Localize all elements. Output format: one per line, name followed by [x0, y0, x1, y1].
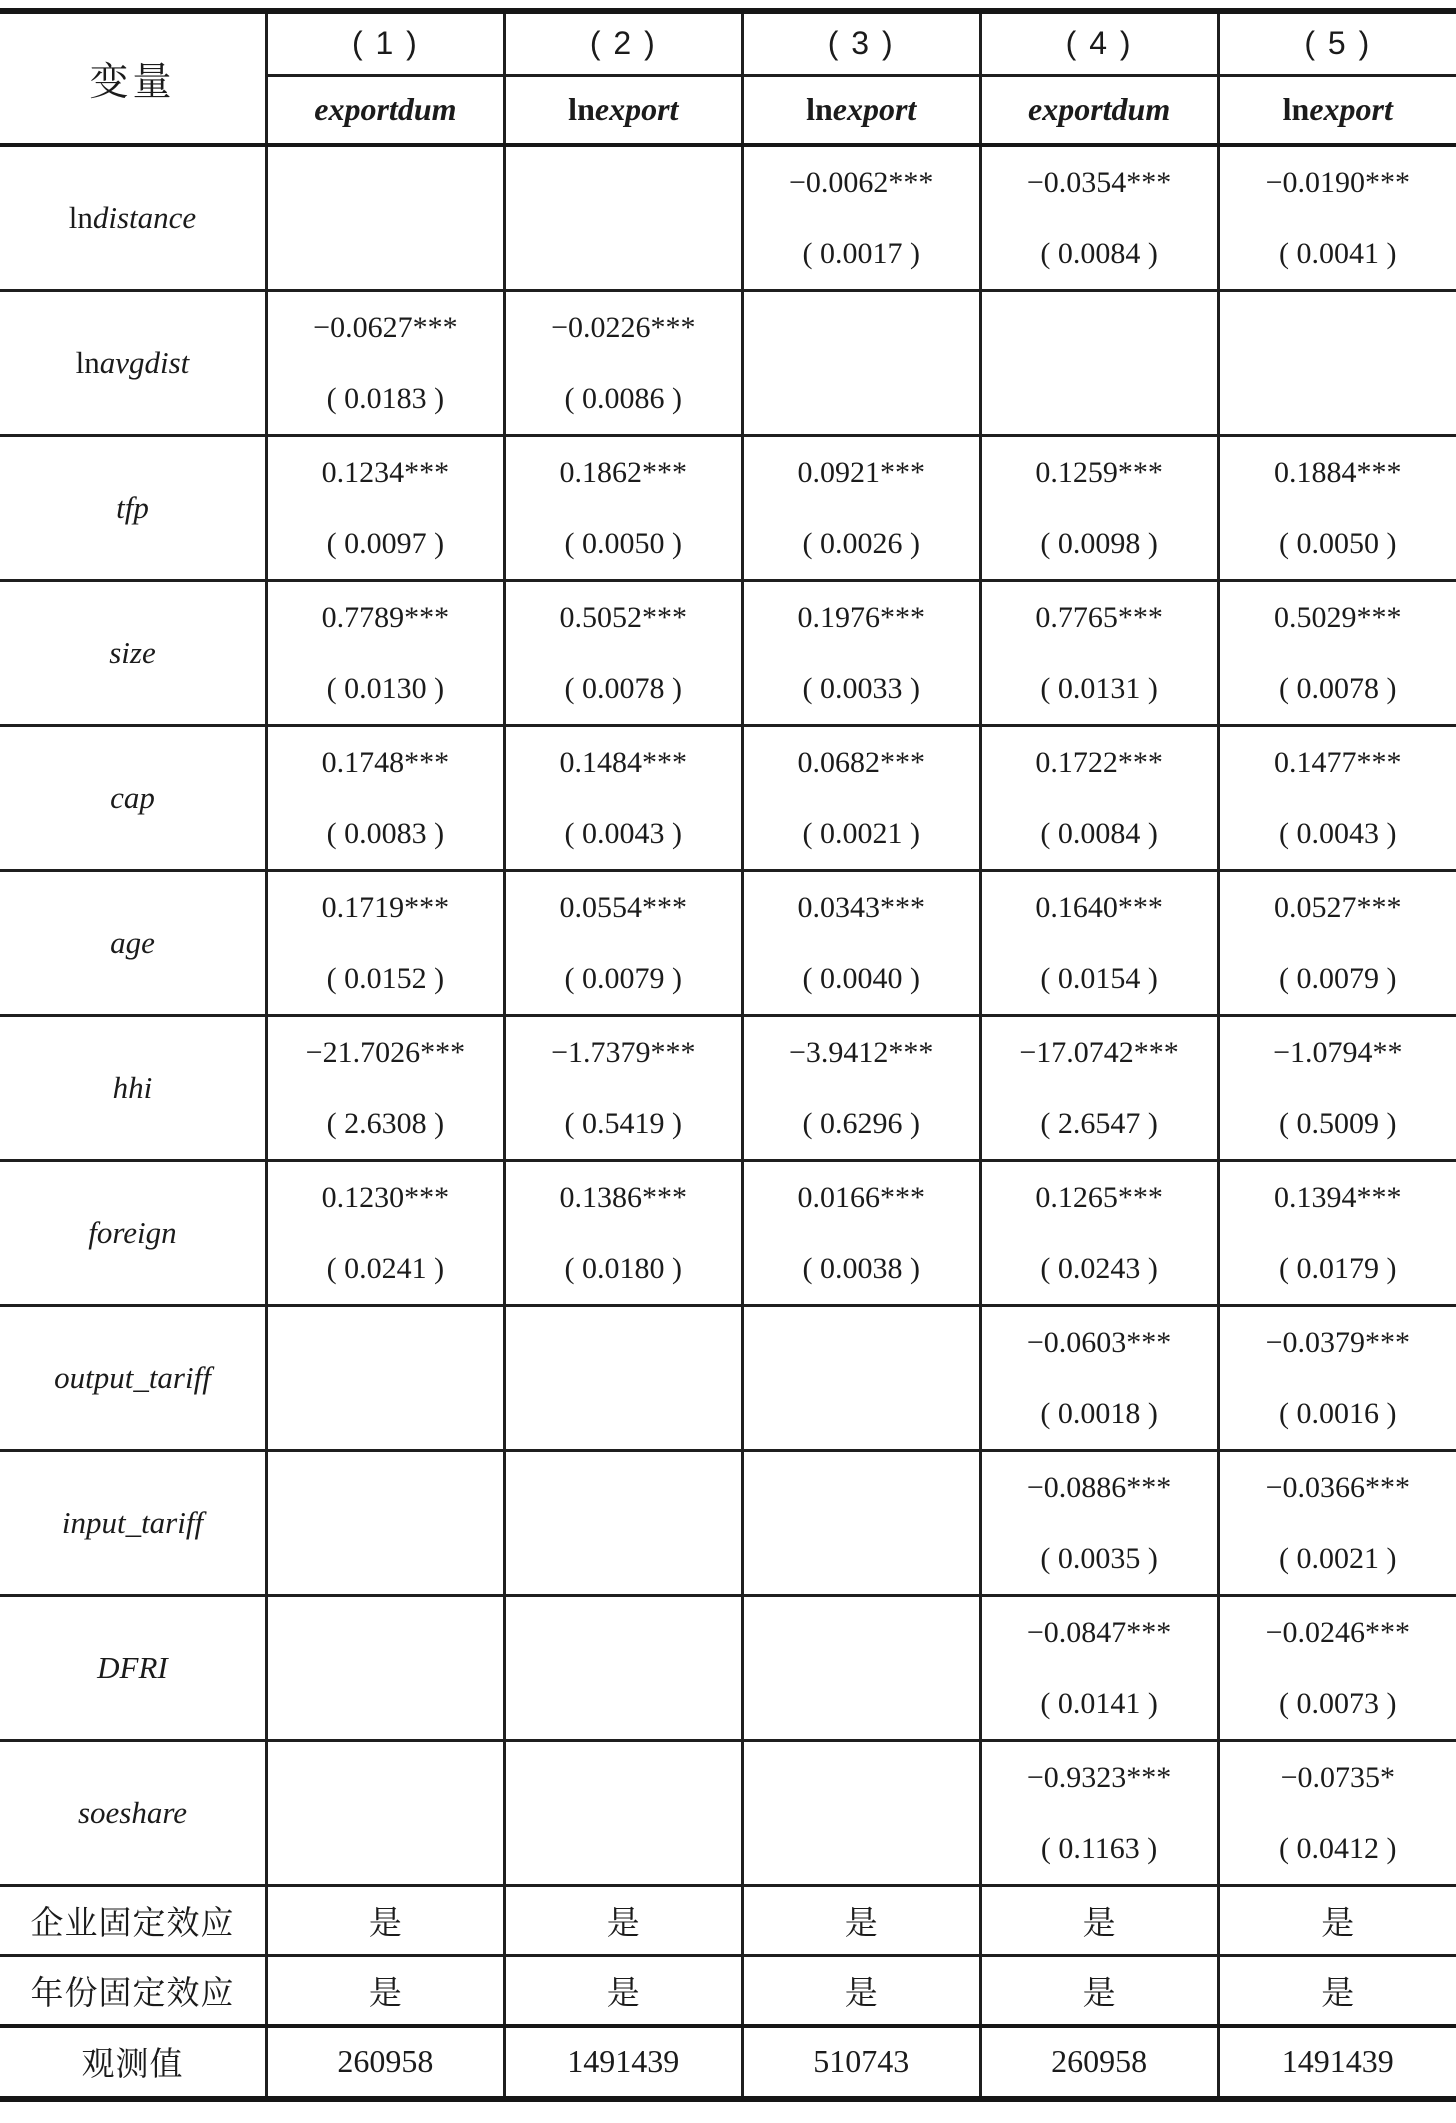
coefficient-cell-inner: [506, 1742, 741, 1884]
coefficient-value: −1.0794**: [1273, 1035, 1403, 1069]
variable-row: [0, 1016, 1456, 1161]
standard-error: ( 0.0050 ): [564, 526, 683, 560]
coefficient-cell-inner: [982, 582, 1217, 724]
coefficient-cell-inner: [1220, 1162, 1456, 1304]
coefficient-cell: [504, 1161, 742, 1306]
coefficient-cell-inner: [982, 437, 1217, 579]
coefficient-cell-inner: [506, 727, 741, 869]
coefficient-cell-inner: [744, 292, 979, 434]
standard-error: ( 0.0021 ): [802, 816, 920, 850]
coefficient-cell: [1218, 871, 1456, 1016]
coefficient-value: 0.1862***: [559, 455, 688, 489]
coefficient-cell: [742, 871, 980, 1016]
coefficient-cell: [266, 726, 504, 871]
coefficient-value: 0.5029***: [1274, 600, 1402, 634]
coefficient-value: 0.1230***: [321, 1180, 450, 1214]
standard-error: ( 0.6296 ): [802, 1106, 920, 1140]
coefficient-cell-inner: [506, 1017, 741, 1159]
coefficient-cell: [1218, 1161, 1456, 1306]
coefficient-cell: [742, 1161, 980, 1306]
coefficient-cell: [980, 1741, 1218, 1886]
coefficient-value: 0.5052***: [559, 600, 688, 634]
coefficient-cell: [742, 1451, 980, 1596]
column-number: ( 1 ): [266, 11, 504, 75]
row-label-name: distance: [92, 200, 197, 235]
coefficient-cell-inner: [506, 872, 741, 1014]
observations-value: 260958: [980, 2026, 1218, 2099]
coefficient-cell: [980, 145, 1218, 291]
coefficient-cell-inner: [744, 872, 979, 1014]
coefficient-cell-inner: [982, 292, 1217, 434]
coefficient-value: 0.1234***: [321, 455, 450, 489]
coefficient-cell: [504, 1306, 742, 1451]
coefficient-cell-inner: [982, 1742, 1217, 1884]
row-label: [0, 1596, 266, 1741]
depvar-name: export: [594, 91, 679, 128]
observations-value: 260958: [266, 2026, 504, 2099]
coefficient-cell-inner: [268, 727, 503, 869]
coefficient-value: 0.0921***: [797, 455, 925, 489]
row-label: [0, 436, 266, 581]
row-label-prefix: ln: [75, 345, 100, 380]
coefficient-cell-inner: [982, 147, 1217, 289]
coefficient-cell: [1218, 581, 1456, 726]
row-label-name: input_tariff: [61, 1505, 204, 1540]
coefficient-cell-inner: [268, 1307, 503, 1449]
standard-error: ( 0.1163 ): [1040, 1831, 1158, 1865]
coefficient-cell-inner: [1220, 1742, 1456, 1884]
coefficient-cell: [980, 1451, 1218, 1596]
coefficient-cell: [980, 871, 1218, 1016]
coefficient-cell: [504, 726, 742, 871]
standard-error: ( 0.0412 ): [1279, 1831, 1397, 1865]
coefficient-cell-inner: [1220, 582, 1456, 724]
coefficient-cell: [266, 436, 504, 581]
standard-error: ( 0.0016 ): [1279, 1396, 1397, 1430]
coefficient-cell-inner: [982, 1307, 1217, 1449]
coefficient-cell-inner: [982, 1162, 1217, 1304]
coefficient-cell: [1218, 1451, 1456, 1596]
coefficient-value: 0.7765***: [1035, 600, 1163, 634]
observations-value: 1491439: [1218, 2026, 1456, 2099]
column-number: ( 5 ): [1218, 11, 1456, 75]
coefficient-value: −0.0379***: [1265, 1325, 1410, 1359]
footer-row-label: 企业固定效应: [0, 1886, 266, 1956]
coefficient-cell-inner: [744, 727, 979, 869]
row-label-name: cap: [110, 780, 155, 815]
standard-error: ( 0.0154 ): [1040, 961, 1158, 995]
column-number: ( 4 ): [980, 11, 1218, 75]
dependent-variable: [742, 75, 980, 145]
standard-error: ( 0.0141 ): [1040, 1686, 1158, 1720]
coefficient-cell-inner: [1220, 437, 1456, 579]
coefficient-value: 0.0682***: [797, 745, 925, 779]
coefficient-cell-inner: [268, 1162, 503, 1304]
standard-error: ( 0.0073 ): [1279, 1686, 1397, 1720]
coefficient-cell-inner: [506, 437, 741, 579]
coefficient-cell: [504, 436, 742, 581]
coefficient-value: −0.0627***: [313, 310, 458, 344]
row-label: [0, 291, 266, 436]
coefficient-cell: [980, 436, 1218, 581]
coefficient-cell-inner: [744, 1307, 979, 1449]
observations-value: 1491439: [504, 2026, 742, 2099]
table-body: [0, 145, 1456, 2099]
coefficient-cell: [266, 1306, 504, 1451]
coefficient-value: 0.1394***: [1274, 1180, 1402, 1214]
standard-error: ( 0.0243 ): [1040, 1251, 1158, 1285]
standard-error: ( 0.0098 ): [1040, 526, 1158, 560]
variable-row: [0, 1741, 1456, 1886]
standard-error: ( 0.0033 ): [802, 671, 920, 705]
coefficient-value: 0.1748***: [321, 745, 450, 779]
coefficient-cell: [266, 1016, 504, 1161]
coefficient-cell: [266, 1741, 504, 1886]
coefficient-cell: [980, 291, 1218, 436]
row-label-name: size: [109, 635, 156, 670]
standard-error: ( 0.0043 ): [564, 816, 683, 850]
dependent-variable: [504, 75, 742, 145]
coefficient-cell: [742, 1741, 980, 1886]
row-label-name: foreign: [88, 1215, 177, 1250]
coefficient-cell: [742, 726, 980, 871]
standard-error: ( 0.0078 ): [564, 671, 683, 705]
coefficient-cell: [742, 1016, 980, 1161]
coefficient-value: −0.0246***: [1265, 1615, 1410, 1649]
coefficient-value: −0.0603***: [1026, 1325, 1172, 1359]
coefficient-cell-inner: [1220, 292, 1456, 434]
fixed-effects-row: [0, 1886, 1456, 1956]
coefficient-cell-inner: [982, 727, 1217, 869]
fixed-effect-value: 是: [742, 1956, 980, 2026]
footer-row-label: 年份固定效应: [0, 1956, 266, 2026]
dependent-variable: [1218, 75, 1456, 145]
standard-error: ( 0.0021 ): [1279, 1541, 1397, 1575]
dependent-variable: [980, 75, 1218, 145]
observations-value: 510743: [742, 2026, 980, 2099]
coefficient-cell: [266, 291, 504, 436]
fixed-effect-value: 是: [266, 1956, 504, 2026]
coefficient-cell: [742, 436, 980, 581]
standard-error: ( 0.0241 ): [326, 1251, 445, 1285]
coefficient-value: 0.0166***: [797, 1180, 925, 1214]
variables-header: 变量: [0, 11, 266, 145]
standard-error: ( 0.0097 ): [326, 526, 445, 560]
coefficient-cell-inner: [506, 292, 741, 434]
coefficient-value: −0.0886***: [1026, 1470, 1172, 1504]
coefficient-cell-inner: [506, 1307, 741, 1449]
coefficient-value: 0.1386***: [559, 1180, 688, 1214]
standard-error: ( 0.0050 ): [1279, 526, 1397, 560]
row-label: [0, 1161, 266, 1306]
coefficient-cell: [504, 1016, 742, 1161]
coefficient-value: −0.0735*: [1280, 1760, 1395, 1794]
coefficient-value: 0.1640***: [1035, 890, 1163, 924]
coefficient-cell-inner: [744, 582, 979, 724]
depvar-prefix: ln: [1282, 91, 1310, 128]
coefficient-cell: [980, 1016, 1218, 1161]
coefficient-cell-inner: [1220, 1017, 1456, 1159]
coefficient-value: 0.1719***: [321, 890, 450, 924]
coefficient-cell: [266, 1451, 504, 1596]
standard-error: ( 0.0084 ): [1040, 236, 1158, 270]
coefficient-cell: [504, 145, 742, 291]
coefficient-cell: [504, 1451, 742, 1596]
coefficient-value: −17.0742***: [1019, 1035, 1179, 1069]
fixed-effects-row: [0, 1956, 1456, 2026]
coefficient-value: −21.7026***: [305, 1035, 466, 1069]
coefficient-cell-inner: [268, 872, 503, 1014]
coefficient-value: 0.1484***: [559, 745, 688, 779]
coefficient-cell-inner: [268, 1017, 503, 1159]
coefficient-cell: [980, 726, 1218, 871]
variable-row: [0, 871, 1456, 1016]
row-label-name: avgdist: [99, 345, 190, 380]
standard-error: ( 0.0041 ): [1279, 236, 1397, 270]
variable-row: [0, 291, 1456, 436]
coefficient-value: 0.0343***: [797, 890, 925, 924]
variable-row: [0, 145, 1456, 291]
coefficient-cell-inner: [1220, 1307, 1456, 1449]
standard-error: ( 2.6308 ): [326, 1106, 445, 1140]
coefficient-cell: [1218, 145, 1456, 291]
coefficient-value: −0.9323***: [1026, 1760, 1172, 1794]
variable-row: [0, 436, 1456, 581]
coefficient-cell-inner: [268, 147, 503, 289]
column-number-row: [0, 11, 1456, 75]
coefficient-cell: [1218, 1306, 1456, 1451]
row-label: [0, 1741, 266, 1886]
standard-error: ( 0.0131 ): [1040, 671, 1158, 705]
coefficient-cell-inner: [268, 1742, 503, 1884]
coefficient-cell: [1218, 1741, 1456, 1886]
coefficient-cell-inner: [744, 1597, 979, 1739]
variable-row: [0, 1161, 1456, 1306]
coefficient-cell: [504, 1741, 742, 1886]
table-header: [0, 11, 1456, 145]
coefficient-cell: [1218, 1016, 1456, 1161]
row-label-name: tfp: [116, 490, 149, 525]
coefficient-value: −0.0226***: [551, 310, 696, 344]
coefficient-cell: [742, 145, 980, 291]
column-number: ( 3 ): [742, 11, 980, 75]
coefficient-cell-inner: [744, 147, 979, 289]
variable-row: [0, 726, 1456, 871]
depvar-prefix: ln: [568, 91, 595, 128]
coefficient-value: −0.0062***: [788, 165, 934, 199]
standard-error: ( 0.0018 ): [1040, 1396, 1158, 1430]
coefficient-value: 0.1884***: [1274, 455, 1402, 489]
standard-error: ( 0.0017 ): [802, 236, 920, 270]
fixed-effect-value: 是: [504, 1956, 742, 2026]
coefficient-cell-inner: [982, 1597, 1217, 1739]
regression-table: [0, 8, 1456, 2102]
coefficient-cell: [980, 1306, 1218, 1451]
coefficient-cell-inner: [268, 1452, 503, 1594]
fixed-effect-value: 是: [1218, 1886, 1456, 1956]
standard-error: ( 0.0038 ): [802, 1251, 920, 1285]
coefficient-cell-inner: [982, 1452, 1217, 1594]
row-label: [0, 581, 266, 726]
coefficient-cell: [266, 871, 504, 1016]
coefficient-cell-inner: [268, 582, 503, 724]
standard-error: ( 0.5009 ): [1279, 1106, 1397, 1140]
coefficient-cell: [266, 581, 504, 726]
depvar-name: exportdum: [314, 91, 457, 128]
row-label: [0, 1306, 266, 1451]
coefficient-value: −0.0847***: [1026, 1615, 1172, 1649]
coefficient-cell-inner: [1220, 872, 1456, 1014]
coefficient-cell: [504, 581, 742, 726]
standard-error: ( 0.0130 ): [326, 671, 445, 705]
fixed-effect-value: 是: [980, 1956, 1218, 2026]
coefficient-value: 0.1976***: [797, 600, 925, 634]
coefficient-cell-inner: [506, 582, 741, 724]
coefficient-cell-inner: [506, 1597, 741, 1739]
fixed-effect-value: 是: [266, 1886, 504, 1956]
depvar-name: export: [1309, 91, 1393, 128]
variable-row: [0, 1306, 1456, 1451]
coefficient-cell: [980, 1161, 1218, 1306]
coefficient-value: −1.7379***: [551, 1035, 696, 1069]
coefficient-cell: [980, 581, 1218, 726]
coefficient-cell: [266, 1596, 504, 1741]
coefficient-cell-inner: [1220, 1597, 1456, 1739]
row-label: [0, 726, 266, 871]
standard-error: ( 0.0035 ): [1040, 1541, 1158, 1575]
row-label-name: output_tariff: [54, 1360, 211, 1395]
coefficient-cell-inner: [744, 1452, 979, 1594]
standard-error: ( 0.0078 ): [1279, 671, 1397, 705]
standard-error: ( 0.0179 ): [1279, 1251, 1397, 1285]
coefficient-cell-inner: [268, 437, 503, 579]
coefficient-cell: [504, 291, 742, 436]
standard-error: ( 0.0079 ): [1279, 961, 1397, 995]
coefficient-cell: [742, 1596, 980, 1741]
coefficient-value: 0.1265***: [1035, 1180, 1163, 1214]
coefficient-value: 0.7789***: [321, 600, 450, 634]
row-label-name: DFRI: [97, 1650, 168, 1685]
coefficient-value: −0.0366***: [1265, 1470, 1410, 1504]
standard-error: ( 0.0183 ): [326, 381, 445, 415]
standard-error: ( 0.0026 ): [802, 526, 920, 560]
coefficient-cell: [1218, 726, 1456, 871]
coefficient-value: −0.0354***: [1026, 165, 1172, 199]
coefficient-cell-inner: [1220, 147, 1456, 289]
fixed-effect-value: 是: [980, 1886, 1218, 1956]
standard-error: ( 0.0079 ): [564, 961, 683, 995]
coefficient-cell-inner: [744, 437, 979, 579]
coefficient-cell: [1218, 1596, 1456, 1741]
coefficient-cell-inner: [744, 1017, 979, 1159]
fixed-effect-value: 是: [504, 1886, 742, 1956]
coefficient-cell: [742, 581, 980, 726]
standard-error: ( 0.5419 ): [564, 1106, 683, 1140]
coefficient-cell-inner: [744, 1162, 979, 1304]
coefficient-cell: [504, 871, 742, 1016]
coefficient-cell-inner: [506, 147, 741, 289]
coefficient-value: 0.1722***: [1035, 745, 1163, 779]
standard-error: ( 0.0084 ): [1040, 816, 1158, 850]
standard-error: ( 2.6547 ): [1040, 1106, 1158, 1140]
standard-error: ( 0.0040 ): [802, 961, 920, 995]
row-label: [0, 1016, 266, 1161]
fixed-effect-value: 是: [742, 1886, 980, 1956]
footer-row-label: 观测值: [0, 2026, 266, 2099]
coefficient-cell: [504, 1596, 742, 1741]
coefficient-cell: [980, 1596, 1218, 1741]
observations-row: [0, 2026, 1456, 2099]
coefficient-value: 0.0527***: [1274, 890, 1402, 924]
standard-error: ( 0.0152 ): [326, 961, 445, 995]
coefficient-value: 0.1259***: [1035, 455, 1163, 489]
standard-error: ( 0.0083 ): [326, 816, 445, 850]
coefficient-value: −3.9412***: [788, 1035, 934, 1069]
depvar-name: exportdum: [1027, 91, 1171, 128]
row-label: [0, 1451, 266, 1596]
row-label-prefix: ln: [68, 200, 93, 235]
coefficient-cell-inner: [982, 1017, 1217, 1159]
coefficient-value: −0.0190***: [1265, 165, 1410, 199]
variable-row: [0, 581, 1456, 726]
coefficient-cell-inner: [744, 1742, 979, 1884]
row-label: [0, 145, 266, 291]
row-label-name: hhi: [112, 1070, 153, 1105]
coefficient-cell: [1218, 436, 1456, 581]
coefficient-cell: [742, 291, 980, 436]
coefficient-cell: [266, 145, 504, 291]
dependent-variable: [266, 75, 504, 145]
variable-row: [0, 1596, 1456, 1741]
coefficient-cell-inner: [506, 1162, 741, 1304]
coefficient-cell: [266, 1161, 504, 1306]
standard-error: ( 0.0180 ): [564, 1251, 683, 1285]
coefficient-cell-inner: [506, 1452, 741, 1594]
coefficient-cell-inner: [268, 292, 503, 434]
depvar-name: export: [832, 91, 917, 128]
coefficient-cell-inner: [1220, 1452, 1456, 1594]
coefficient-cell-inner: [268, 1597, 503, 1739]
coefficient-cell-inner: [982, 872, 1217, 1014]
row-label-name: soeshare: [77, 1795, 187, 1830]
coefficient-cell-inner: [1220, 727, 1456, 869]
coefficient-cell: [742, 1306, 980, 1451]
fixed-effect-value: 是: [1218, 1956, 1456, 2026]
row-label-name: age: [110, 925, 155, 960]
column-number: ( 2 ): [504, 11, 742, 75]
standard-error: ( 0.0043 ): [1279, 816, 1397, 850]
row-label: [0, 871, 266, 1016]
coefficient-value: 0.0554***: [559, 890, 688, 924]
depvar-prefix: ln: [806, 91, 833, 128]
coefficient-cell: [1218, 291, 1456, 436]
coefficient-value: 0.1477***: [1274, 745, 1402, 779]
standard-error: ( 0.0086 ): [564, 381, 683, 415]
variable-row: [0, 1451, 1456, 1596]
